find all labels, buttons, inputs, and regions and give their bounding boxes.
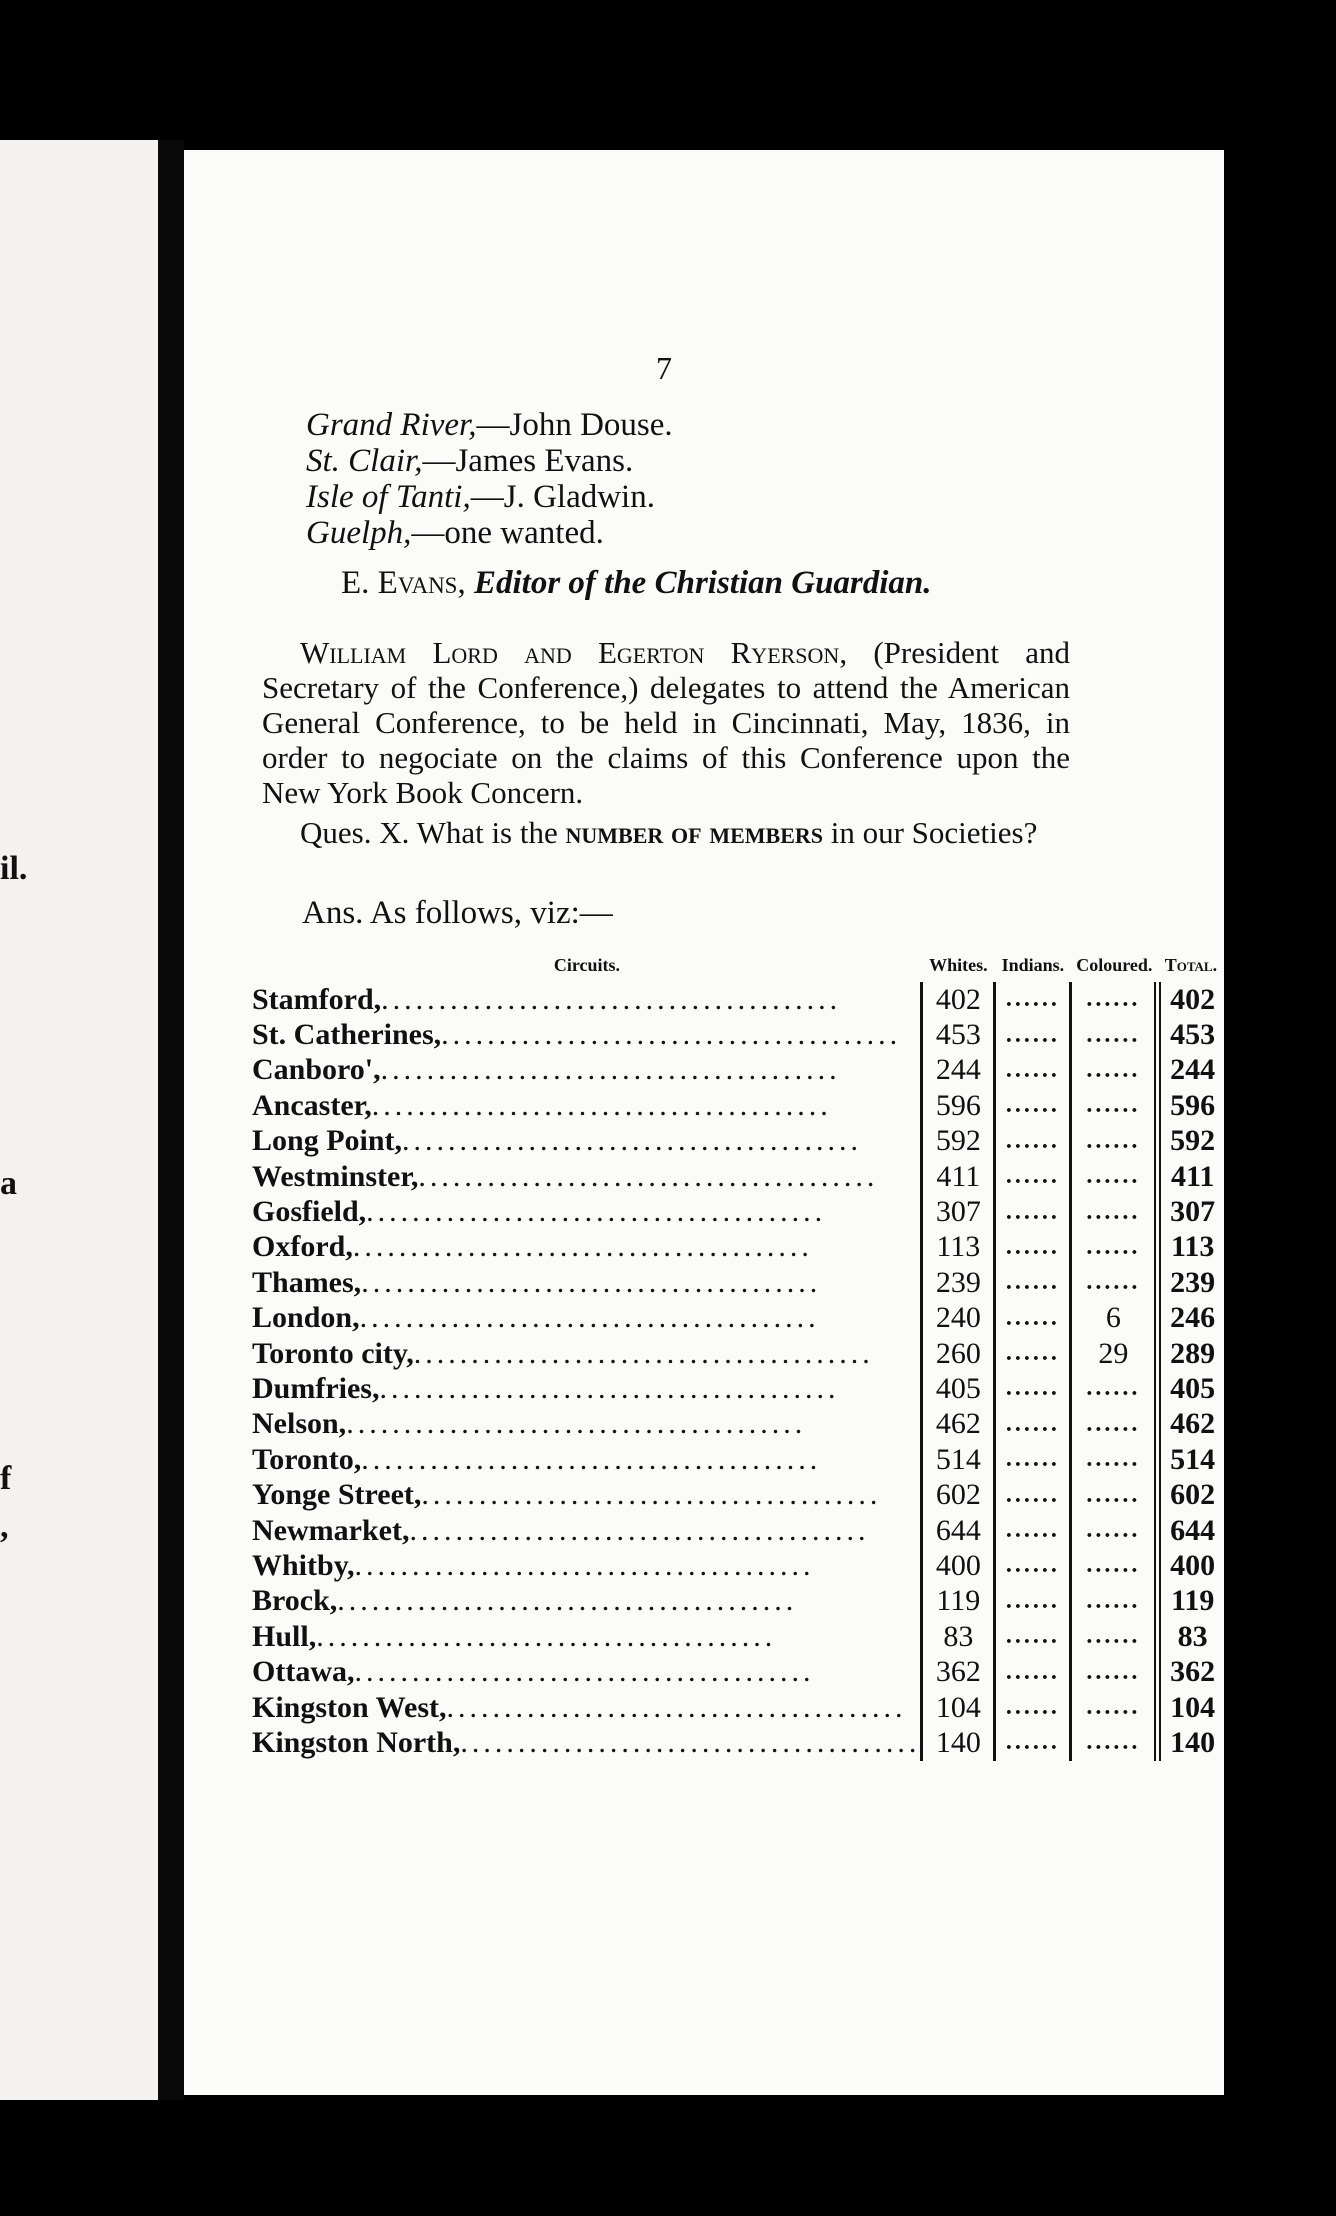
total-cell: 83 xyxy=(1158,1619,1224,1654)
leader-dots: ........................................ xyxy=(413,1336,874,1370)
leader-dots: ........................................ xyxy=(371,1088,832,1122)
circuit-cell xyxy=(252,1548,922,1583)
whites-cell: 405 xyxy=(922,1371,995,1406)
indians-cell: ...... xyxy=(995,1159,1071,1194)
appointment-person: —John Douse. xyxy=(476,407,673,443)
leader-dots: ........................................ xyxy=(421,1478,882,1512)
table-row xyxy=(252,1584,1224,1619)
circuit-name: Dumfries, xyxy=(252,1371,380,1405)
table-row xyxy=(252,1053,1224,1088)
table-row xyxy=(252,1725,1224,1760)
coloured-cell: ...... xyxy=(1071,1442,1158,1477)
total-cell: 596 xyxy=(1158,1088,1224,1123)
header-indians: Indians. xyxy=(1001,955,1065,975)
total-cell: 402 xyxy=(1158,982,1224,1017)
leader-dots: ........................................ xyxy=(409,1513,870,1547)
total-cell: 113 xyxy=(1158,1230,1224,1265)
whites-cell: 104 xyxy=(922,1690,995,1725)
coloured-cell: ...... xyxy=(1071,1371,1158,1406)
total-cell: 405 xyxy=(1158,1371,1224,1406)
indians-cell: ...... xyxy=(995,1053,1071,1088)
leader-dots: ........................................ xyxy=(380,1053,841,1087)
whites-cell: 400 xyxy=(922,1548,995,1583)
circuit-name: Yonge Street, xyxy=(252,1478,422,1512)
whites-cell: 113 xyxy=(922,1230,995,1265)
leader-dots: ........................................ xyxy=(316,1619,777,1653)
coloured-cell: ...... xyxy=(1071,1477,1158,1512)
total-cell: 602 xyxy=(1158,1477,1224,1512)
circuit-name: Whitby, xyxy=(252,1548,355,1582)
indians-cell: ...... xyxy=(995,982,1071,1017)
header-circuits: Circuits. xyxy=(553,955,621,975)
leader-dots: ........................................ xyxy=(379,1371,840,1405)
whites-cell: 140 xyxy=(922,1725,995,1760)
circuit-name: Hull, xyxy=(252,1619,317,1653)
circuit-cell xyxy=(252,1159,922,1194)
whites-cell: 244 xyxy=(922,1053,995,1088)
total-cell: 453 xyxy=(1158,1017,1224,1052)
table-row xyxy=(252,1690,1224,1725)
leader-dots: ........................................ xyxy=(354,1548,815,1582)
book-spine xyxy=(158,140,184,2100)
leader-dots: ........................................ xyxy=(359,1301,820,1335)
circuit-name: Long Point, xyxy=(252,1124,403,1158)
circuit-cell xyxy=(252,1584,922,1619)
total-cell: 411 xyxy=(1158,1159,1224,1194)
appointment-line xyxy=(306,479,655,516)
left-page-edge xyxy=(0,140,158,2100)
leader-dots: ........................................ xyxy=(460,1725,921,1759)
total-cell: 514 xyxy=(1158,1442,1224,1477)
whites-cell: 514 xyxy=(922,1442,995,1477)
coloured-cell: ...... xyxy=(1071,1513,1158,1548)
total-cell: 104 xyxy=(1158,1690,1224,1725)
circuit-cell xyxy=(252,1301,922,1336)
total-cell: 307 xyxy=(1158,1194,1224,1229)
coloured-cell: ...... xyxy=(1071,1619,1158,1654)
appointment-person: —J. Gladwin. xyxy=(470,479,655,515)
circuit-cell xyxy=(252,1336,922,1371)
indians-cell: ...... xyxy=(995,1513,1071,1548)
total-cell: 592 xyxy=(1158,1124,1224,1159)
circuit-name: Canboro', xyxy=(252,1053,381,1087)
leader-dots: ........................................ xyxy=(361,1442,822,1476)
circuit-name: Oxford, xyxy=(252,1230,353,1264)
appointment-line xyxy=(306,515,604,552)
header-coloured: Coloured. xyxy=(1076,955,1153,975)
page-number: 7 xyxy=(656,350,672,386)
indians-cell: ...... xyxy=(995,1230,1071,1265)
circuit-cell xyxy=(252,982,922,1017)
leader-dots: ........................................ xyxy=(446,1690,907,1724)
indians-cell: ...... xyxy=(995,1194,1071,1229)
total-cell: 140 xyxy=(1158,1725,1224,1760)
leader-dots: ........................................ xyxy=(346,1407,807,1441)
appointment-place: Isle of Tanti, xyxy=(306,479,471,515)
table-row xyxy=(252,1548,1224,1583)
delegates-names: William Lord and Egerton Ryerson, xyxy=(300,635,848,670)
circuit-name: Brock, xyxy=(252,1584,338,1618)
document-page xyxy=(184,150,1224,2095)
circuit-cell xyxy=(252,1088,922,1123)
circuit-cell xyxy=(252,1654,922,1689)
appointment-person: —one wanted. xyxy=(411,515,604,551)
table-row xyxy=(252,1088,1224,1123)
circuit-cell xyxy=(252,1371,922,1406)
circuit-name: Stamford, xyxy=(252,982,382,1016)
table-row xyxy=(252,1301,1224,1336)
indians-cell: ...... xyxy=(995,1407,1071,1442)
header-total: Total. xyxy=(1164,955,1218,975)
left-fragment: il. xyxy=(0,850,28,887)
indians-cell: ...... xyxy=(995,1088,1071,1123)
header-whites: Whites. xyxy=(929,955,988,975)
total-cell: 462 xyxy=(1158,1407,1224,1442)
appointment-place: St. Clair, xyxy=(306,443,423,479)
indians-cell: ...... xyxy=(995,1619,1071,1654)
leader-dots: ........................................ xyxy=(361,1265,822,1299)
appointment-line xyxy=(306,407,673,444)
circuit-name: Kingston West, xyxy=(252,1690,447,1724)
coloured-cell: ...... xyxy=(1071,1407,1158,1442)
circuit-name: Nelson, xyxy=(252,1407,347,1441)
question-text-before: What is the xyxy=(416,815,558,850)
table-row xyxy=(252,1442,1224,1477)
leader-dots: ........................................ xyxy=(441,1018,902,1052)
coloured-cell: ...... xyxy=(1071,1124,1158,1159)
table-row xyxy=(252,1230,1224,1265)
coloured-cell: ...... xyxy=(1071,1088,1158,1123)
total-cell: 289 xyxy=(1158,1336,1224,1371)
appointment-line xyxy=(306,443,633,480)
whites-cell: 453 xyxy=(922,1017,995,1052)
circuit-cell xyxy=(252,1407,922,1442)
circuit-cell xyxy=(252,1124,922,1159)
total-cell: 644 xyxy=(1158,1513,1224,1548)
total-cell: 246 xyxy=(1158,1301,1224,1336)
table-row xyxy=(252,1654,1224,1689)
question-emphasis: number of members xyxy=(565,815,823,850)
circuit-name: Kingston North, xyxy=(252,1725,461,1759)
whites-cell: 307 xyxy=(922,1194,995,1229)
circuit-name: Toronto city, xyxy=(252,1336,414,1370)
coloured-cell: ...... xyxy=(1071,1265,1158,1300)
whites-cell: 602 xyxy=(922,1477,995,1512)
total-cell: 119 xyxy=(1158,1584,1224,1619)
table-row xyxy=(252,1159,1224,1194)
indians-cell: ...... xyxy=(995,1654,1071,1689)
table-row xyxy=(252,1124,1224,1159)
indians-cell: ...... xyxy=(995,1336,1071,1371)
whites-cell: 596 xyxy=(922,1088,995,1123)
whites-cell: 402 xyxy=(922,982,995,1017)
coloured-cell: ...... xyxy=(1071,1690,1158,1725)
coloured-cell: ...... xyxy=(1071,1230,1158,1265)
coloured-cell: ...... xyxy=(1071,982,1158,1017)
circuit-cell xyxy=(252,1053,922,1088)
table-row xyxy=(252,1619,1224,1654)
indians-cell: ...... xyxy=(995,1584,1071,1619)
whites-cell: 462 xyxy=(922,1407,995,1442)
coloured-cell: ...... xyxy=(1071,1548,1158,1583)
leader-dots: ........................................ xyxy=(366,1195,827,1229)
table-row xyxy=(252,1336,1224,1371)
whites-cell: 362 xyxy=(922,1654,995,1689)
appointment-place: Grand River, xyxy=(306,407,477,443)
indians-cell: ...... xyxy=(995,1017,1071,1052)
coloured-cell: 6 xyxy=(1071,1301,1158,1336)
left-fragment: a xyxy=(0,1165,17,1202)
circuit-name: Ancaster, xyxy=(252,1088,372,1122)
leader-dots: ........................................ xyxy=(337,1584,798,1618)
circuit-name: Gosfield, xyxy=(252,1195,367,1229)
coloured-cell: ...... xyxy=(1071,1053,1158,1088)
circuit-name: Ottawa, xyxy=(252,1655,355,1689)
table-row xyxy=(252,1407,1224,1442)
total-cell: 244 xyxy=(1158,1053,1224,1088)
question-paragraph xyxy=(262,815,1070,850)
coloured-cell: 29 xyxy=(1071,1336,1158,1371)
circuit-cell xyxy=(252,1690,922,1725)
editor-name: E. Evans, xyxy=(341,565,466,601)
indians-cell: ...... xyxy=(995,1690,1071,1725)
whites-cell: 592 xyxy=(922,1124,995,1159)
circuit-cell xyxy=(252,1442,922,1477)
total-cell: 362 xyxy=(1158,1654,1224,1689)
leader-dots: ........................................ xyxy=(352,1230,813,1264)
whites-cell: 83 xyxy=(922,1619,995,1654)
left-fragment: , xyxy=(0,1508,9,1545)
question-text-after: in our Societies? xyxy=(830,815,1038,850)
editor-line xyxy=(341,565,932,602)
indians-cell: ...... xyxy=(995,1477,1071,1512)
table-row xyxy=(252,982,1224,1017)
circuit-name: Newmarket, xyxy=(252,1513,410,1547)
left-fragment: f xyxy=(0,1460,12,1497)
whites-cell: 119 xyxy=(922,1584,995,1619)
whites-cell: 239 xyxy=(922,1265,995,1300)
appointment-person: —James Evans. xyxy=(422,443,634,479)
leader-dots: ........................................ xyxy=(402,1124,863,1158)
coloured-cell: ...... xyxy=(1071,1017,1158,1052)
table-row xyxy=(252,1477,1224,1512)
whites-cell: 411 xyxy=(922,1159,995,1194)
table-header-row xyxy=(252,955,1224,982)
whites-cell: 240 xyxy=(922,1301,995,1336)
table-row xyxy=(252,1513,1224,1548)
circuit-cell xyxy=(252,1513,922,1548)
indians-cell: ...... xyxy=(995,1301,1071,1336)
indians-cell: ...... xyxy=(995,1371,1071,1406)
circuit-cell xyxy=(252,1017,922,1052)
circuit-cell xyxy=(252,1477,922,1512)
total-cell: 239 xyxy=(1158,1265,1224,1300)
circuit-name: Thames, xyxy=(252,1265,362,1299)
circuit-name: St. Catherines, xyxy=(252,1018,442,1052)
circuit-cell xyxy=(252,1194,922,1229)
delegates-paragraph xyxy=(262,635,1070,810)
indians-cell: ...... xyxy=(995,1442,1071,1477)
indians-cell: ...... xyxy=(995,1124,1071,1159)
coloured-cell: ...... xyxy=(1071,1194,1158,1229)
question-label: Ques. X. xyxy=(300,815,410,850)
coloured-cell: ...... xyxy=(1071,1654,1158,1689)
delegates-text: (President and Secretary of the Conference,) delegates to attend the American General Conference, to be held in Cincinnati, May, 1836, in order to negociate on the claims of this Conference upon the New York Book Concern. xyxy=(262,635,1070,810)
circuit-name: Westminster, xyxy=(252,1159,419,1193)
coloured-cell: ...... xyxy=(1071,1584,1158,1619)
table-row xyxy=(252,1194,1224,1229)
table-row xyxy=(252,1265,1224,1300)
table-row xyxy=(252,1371,1224,1406)
appointment-place: Guelph, xyxy=(306,515,412,551)
leader-dots: ........................................ xyxy=(418,1159,879,1193)
coloured-cell: ...... xyxy=(1071,1159,1158,1194)
indians-cell: ...... xyxy=(995,1265,1071,1300)
indians-cell: ...... xyxy=(995,1548,1071,1583)
circuit-cell xyxy=(252,1619,922,1654)
circuit-name: London, xyxy=(252,1301,360,1335)
leader-dots: ........................................ xyxy=(354,1655,815,1689)
circuit-name: Toronto, xyxy=(252,1442,362,1476)
whites-cell: 260 xyxy=(922,1336,995,1371)
membership-table xyxy=(252,955,1224,1761)
circuit-cell xyxy=(252,1725,922,1760)
circuit-cell xyxy=(252,1265,922,1300)
whites-cell: 644 xyxy=(922,1513,995,1548)
total-cell: 400 xyxy=(1158,1548,1224,1583)
indians-cell: ...... xyxy=(995,1725,1071,1760)
circuit-cell xyxy=(252,1230,922,1265)
leader-dots: ........................................ xyxy=(381,982,842,1016)
table-row xyxy=(252,1017,1224,1052)
answer-line: Ans. As follows, viz:— xyxy=(302,895,613,931)
editor-role: Editor of the Christian Guardian. xyxy=(473,565,932,601)
coloured-cell: ...... xyxy=(1071,1725,1158,1760)
